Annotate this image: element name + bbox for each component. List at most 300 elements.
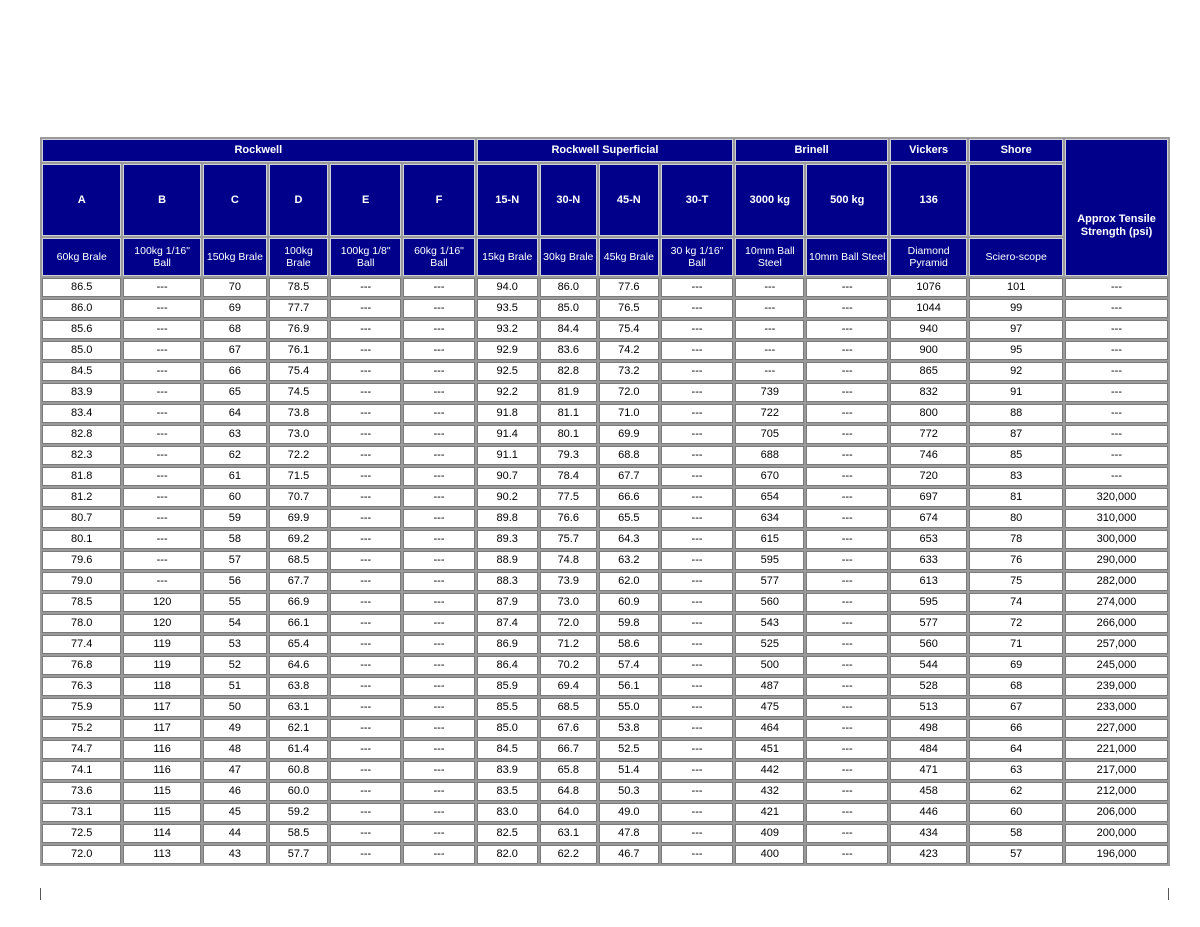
table-cell: 82.0 — [477, 845, 538, 864]
table-cell: --- — [806, 719, 887, 738]
table-cell: 471 — [890, 761, 967, 780]
table-cell: 71.5 — [269, 467, 328, 486]
table-row — [42, 404, 1168, 423]
table-cell: 53 — [203, 635, 267, 654]
table-cell: 59.2 — [269, 803, 328, 822]
table-cell: 88.9 — [477, 551, 538, 570]
table-cell: 73.8 — [269, 404, 328, 423]
table-cell: 47 — [203, 761, 267, 780]
table-cell: --- — [1065, 362, 1168, 381]
table-cell: --- — [403, 488, 474, 507]
table-cell: 432 — [735, 782, 804, 801]
table-cell: --- — [661, 404, 733, 423]
table-cell: 58.6 — [599, 635, 659, 654]
table-cell: --- — [806, 446, 887, 465]
table-cell: 200,000 — [1065, 824, 1168, 843]
table-cell: 69 — [203, 299, 267, 318]
group-header-row — [42, 139, 1168, 162]
table-cell: 84.4 — [540, 320, 597, 339]
table-cell: 60 — [969, 803, 1063, 822]
table-cell: 56 — [203, 572, 267, 591]
table-body — [42, 278, 1168, 864]
table-cell: 282,000 — [1065, 572, 1168, 591]
table-cell: 85 — [969, 446, 1063, 465]
table-cell: --- — [123, 383, 200, 402]
table-cell: 51.4 — [599, 761, 659, 780]
table-cell: 451 — [735, 740, 804, 759]
table-cell: 83.9 — [42, 383, 121, 402]
table-cell: --- — [661, 299, 733, 318]
table-cell: 87.4 — [477, 614, 538, 633]
table-cell: --- — [123, 362, 200, 381]
table-cell: 49 — [203, 719, 267, 738]
load-header: 10mm Ball Steel — [735, 238, 804, 276]
table-row — [42, 677, 1168, 696]
table-cell: 90.2 — [477, 488, 538, 507]
table-cell: --- — [661, 719, 733, 738]
table-cell: 82.8 — [540, 362, 597, 381]
table-cell: --- — [661, 761, 733, 780]
table-cell: 53.8 — [599, 719, 659, 738]
table-cell: --- — [735, 341, 804, 360]
table-cell: --- — [661, 530, 733, 549]
table-cell: 64.6 — [269, 656, 328, 675]
table-cell: 68 — [969, 677, 1063, 696]
table-cell: --- — [123, 404, 200, 423]
table-cell: --- — [403, 677, 474, 696]
table-cell: 61.4 — [269, 740, 328, 759]
table-cell: --- — [661, 698, 733, 717]
table-cell: --- — [735, 278, 804, 297]
table-cell: 48 — [203, 740, 267, 759]
table-cell: 76.6 — [540, 509, 597, 528]
table-cell: 528 — [890, 677, 967, 696]
table-cell: --- — [123, 551, 200, 570]
group-header-vickers: Vickers — [890, 139, 967, 162]
table-cell: 50.3 — [599, 782, 659, 801]
table-cell: 705 — [735, 425, 804, 444]
table-cell: 86.4 — [477, 656, 538, 675]
table-cell: 43 — [203, 845, 267, 864]
table-cell: 71.0 — [599, 404, 659, 423]
table-cell: 69.2 — [269, 530, 328, 549]
table-cell: 423 — [890, 845, 967, 864]
table-cell: 59 — [203, 509, 267, 528]
table-cell: --- — [806, 278, 887, 297]
table-row — [42, 383, 1168, 402]
table-cell: 82.8 — [42, 425, 121, 444]
table-cell: 217,000 — [1065, 761, 1168, 780]
table-cell: --- — [330, 572, 401, 591]
table-cell: 58 — [969, 824, 1063, 843]
table-cell: 1044 — [890, 299, 967, 318]
table-row — [42, 425, 1168, 444]
table-cell: 62 — [203, 446, 267, 465]
table-cell: --- — [403, 845, 474, 864]
table-cell: 233,000 — [1065, 698, 1168, 717]
table-cell: --- — [661, 845, 733, 864]
table-row — [42, 488, 1168, 507]
table-cell: --- — [403, 299, 474, 318]
table-cell: 77.5 — [540, 488, 597, 507]
table-cell: 51 — [203, 677, 267, 696]
table-cell: --- — [123, 425, 200, 444]
table-cell: 75.9 — [42, 698, 121, 717]
table-cell: 720 — [890, 467, 967, 486]
table-cell: 86.0 — [42, 299, 121, 318]
table-cell: --- — [330, 488, 401, 507]
table-row — [42, 656, 1168, 675]
table-cell: --- — [806, 845, 887, 864]
table-cell: 60.9 — [599, 593, 659, 612]
table-cell: --- — [1065, 425, 1168, 444]
table-row — [42, 824, 1168, 843]
table-cell: --- — [806, 635, 887, 654]
group-header-shore: Shore — [969, 139, 1063, 162]
table-cell: --- — [330, 530, 401, 549]
table-cell: 116 — [123, 740, 200, 759]
table-row — [42, 299, 1168, 318]
table-cell: --- — [806, 383, 887, 402]
table-cell: 52 — [203, 656, 267, 675]
table-cell: 82.5 — [477, 824, 538, 843]
table-cell: --- — [123, 278, 200, 297]
table-cell: 76.3 — [42, 677, 121, 696]
table-cell: --- — [806, 425, 887, 444]
table-cell: 64 — [969, 740, 1063, 759]
table-cell: 79.6 — [42, 551, 121, 570]
table-cell: 80.1 — [42, 530, 121, 549]
table-cell: 55.0 — [599, 698, 659, 717]
table-cell: 80.1 — [540, 425, 597, 444]
table-row — [42, 698, 1168, 717]
table-cell: 59.8 — [599, 614, 659, 633]
table-cell: 79.0 — [42, 572, 121, 591]
table-cell: 120 — [123, 614, 200, 633]
scale-header: 15-N — [477, 164, 538, 236]
table-cell: --- — [403, 362, 474, 381]
table-cell: 290,000 — [1065, 551, 1168, 570]
table-cell: --- — [403, 656, 474, 675]
table-cell: 257,000 — [1065, 635, 1168, 654]
table-cell: 120 — [123, 593, 200, 612]
table-cell: --- — [123, 446, 200, 465]
table-cell: 239,000 — [1065, 677, 1168, 696]
table-cell: 78.5 — [42, 593, 121, 612]
table-cell: 115 — [123, 782, 200, 801]
table-cell: --- — [123, 530, 200, 549]
table-cell: 76.9 — [269, 320, 328, 339]
table-cell: 85.9 — [477, 677, 538, 696]
load-header: 45kg Brale — [599, 238, 659, 276]
load-header: 150kg Brale — [203, 238, 267, 276]
table-cell: --- — [403, 467, 474, 486]
table-cell: --- — [1065, 446, 1168, 465]
scale-header-row — [42, 164, 1168, 236]
table-cell: --- — [330, 425, 401, 444]
table-cell: 92 — [969, 362, 1063, 381]
table-cell: 560 — [735, 593, 804, 612]
table-cell: 81.8 — [42, 467, 121, 486]
table-cell: 73.0 — [540, 593, 597, 612]
table-cell: 206,000 — [1065, 803, 1168, 822]
table-cell: 83.4 — [42, 404, 121, 423]
table-cell: 500 — [735, 656, 804, 675]
table-cell: 57.4 — [599, 656, 659, 675]
table-cell: 196,000 — [1065, 845, 1168, 864]
scale-header: D — [269, 164, 328, 236]
table-cell: --- — [330, 593, 401, 612]
table-cell: --- — [661, 278, 733, 297]
table-cell: 66.9 — [269, 593, 328, 612]
table-cell: --- — [806, 362, 887, 381]
table-cell: 74.7 — [42, 740, 121, 759]
table-cell: --- — [806, 488, 887, 507]
table-cell: 577 — [890, 614, 967, 633]
table-cell: 70 — [203, 278, 267, 297]
table-cell: 560 — [890, 635, 967, 654]
table-cell: 83.0 — [477, 803, 538, 822]
table-cell: --- — [403, 551, 474, 570]
table-cell: --- — [806, 551, 887, 570]
table-cell: --- — [1065, 383, 1168, 402]
table-cell: 61 — [203, 467, 267, 486]
table-cell: --- — [330, 803, 401, 822]
table-cell: 77.4 — [42, 635, 121, 654]
table-cell: 62.1 — [269, 719, 328, 738]
table-row — [42, 572, 1168, 591]
table-cell: 67 — [969, 698, 1063, 717]
table-cell: --- — [403, 572, 474, 591]
table-cell: --- — [403, 278, 474, 297]
table-cell: --- — [661, 824, 733, 843]
table-cell: 119 — [123, 635, 200, 654]
table-cell: --- — [1065, 404, 1168, 423]
table-cell: 92.2 — [477, 383, 538, 402]
table-cell: 116 — [123, 761, 200, 780]
load-header: 60kg 1/16" Ball — [403, 238, 474, 276]
table-cell: 77.7 — [269, 299, 328, 318]
table-cell: 118 — [123, 677, 200, 696]
table-cell: 73.0 — [269, 425, 328, 444]
table-cell: 57.7 — [269, 845, 328, 864]
table-cell: 76.5 — [599, 299, 659, 318]
table-cell: 81.9 — [540, 383, 597, 402]
table-cell: --- — [330, 299, 401, 318]
table-cell: --- — [806, 761, 887, 780]
table-cell: 65 — [203, 383, 267, 402]
table-cell: 72.0 — [42, 845, 121, 864]
table-cell: 653 — [890, 530, 967, 549]
table-cell: 89.3 — [477, 530, 538, 549]
load-header: Diamond Pyramid — [890, 238, 967, 276]
table-cell: --- — [806, 530, 887, 549]
table-cell: 86.5 — [42, 278, 121, 297]
table-cell: --- — [330, 320, 401, 339]
scale-header: C — [203, 164, 267, 236]
table-cell: --- — [330, 509, 401, 528]
table-row — [42, 551, 1168, 570]
table-cell: 72.0 — [599, 383, 659, 402]
scale-header: A — [42, 164, 121, 236]
table-cell: --- — [806, 824, 887, 843]
table-cell: 772 — [890, 425, 967, 444]
table-cell: --- — [661, 614, 733, 633]
table-cell: 86.9 — [477, 635, 538, 654]
table-cell: 58 — [203, 530, 267, 549]
table-cell: 60.0 — [269, 782, 328, 801]
table-cell: --- — [806, 404, 887, 423]
table-cell: 74.1 — [42, 761, 121, 780]
table-cell: --- — [330, 719, 401, 738]
table-cell: --- — [330, 845, 401, 864]
table-cell: 274,000 — [1065, 593, 1168, 612]
table-cell: 487 — [735, 677, 804, 696]
table-cell: --- — [330, 635, 401, 654]
table-cell: 674 — [890, 509, 967, 528]
table-cell: 421 — [735, 803, 804, 822]
table-cell: --- — [330, 467, 401, 486]
table-cell: --- — [806, 320, 887, 339]
table-cell: 71.2 — [540, 635, 597, 654]
table-cell: 85.0 — [477, 719, 538, 738]
table-cell: --- — [661, 803, 733, 822]
load-header: 30kg Brale — [540, 238, 597, 276]
tensile-strength-header: Approx Tensile Strength (psi) — [1065, 139, 1168, 276]
group-header-rockwell-superficial: Rockwell Superficial — [477, 139, 734, 162]
table-cell: 543 — [735, 614, 804, 633]
table-row — [42, 509, 1168, 528]
table-cell: --- — [330, 341, 401, 360]
table-cell: 73.1 — [42, 803, 121, 822]
table-cell: 65.4 — [269, 635, 328, 654]
table-cell: 63 — [203, 425, 267, 444]
table-cell: 64 — [203, 404, 267, 423]
table-cell: --- — [661, 551, 733, 570]
table-cell: --- — [806, 656, 887, 675]
table-cell: 95 — [969, 341, 1063, 360]
table-cell: 221,000 — [1065, 740, 1168, 759]
table-cell: 87 — [969, 425, 1063, 444]
table-cell: 74.5 — [269, 383, 328, 402]
table-cell: 60.8 — [269, 761, 328, 780]
table-cell: 62.2 — [540, 845, 597, 864]
table-cell: 83.5 — [477, 782, 538, 801]
group-header-brinell: Brinell — [735, 139, 888, 162]
table-cell: --- — [661, 572, 733, 591]
table-cell: 88 — [969, 404, 1063, 423]
table-cell: 83 — [969, 467, 1063, 486]
table-cell: --- — [735, 299, 804, 318]
table-cell: 92.5 — [477, 362, 538, 381]
table-cell: 69.9 — [599, 425, 659, 444]
scale-header: F — [403, 164, 474, 236]
table-row — [42, 446, 1168, 465]
table-cell: 44 — [203, 824, 267, 843]
table-cell: --- — [806, 593, 887, 612]
table-cell: 670 — [735, 467, 804, 486]
table-cell: 75.4 — [599, 320, 659, 339]
table-cell: 78.4 — [540, 467, 597, 486]
table-cell: --- — [661, 782, 733, 801]
load-header: 100kg 1/16" Ball — [123, 238, 200, 276]
table-cell: 57 — [969, 845, 1063, 864]
table-cell: 475 — [735, 698, 804, 717]
table-cell: 115 — [123, 803, 200, 822]
table-cell: --- — [735, 320, 804, 339]
table-cell: 79.3 — [540, 446, 597, 465]
group-header-rockwell: Rockwell — [42, 139, 475, 162]
table-cell: 75 — [969, 572, 1063, 591]
table-cell: 99 — [969, 299, 1063, 318]
table-cell: --- — [806, 614, 887, 633]
table-cell: 633 — [890, 551, 967, 570]
table-cell: 92.9 — [477, 341, 538, 360]
table-cell: 266,000 — [1065, 614, 1168, 633]
table-cell: 78 — [969, 530, 1063, 549]
table-cell: --- — [403, 530, 474, 549]
scale-header: 136 — [890, 164, 967, 236]
table-cell: 76.1 — [269, 341, 328, 360]
table-cell: 60 — [203, 488, 267, 507]
table-cell: 800 — [890, 404, 967, 423]
table-cell: 91 — [969, 383, 1063, 402]
table-cell: --- — [403, 446, 474, 465]
table-cell: 525 — [735, 635, 804, 654]
table-cell: 68 — [203, 320, 267, 339]
table-cell: --- — [806, 677, 887, 696]
table-cell: 65.8 — [540, 761, 597, 780]
table-cell: --- — [403, 761, 474, 780]
table-cell: 47.8 — [599, 824, 659, 843]
table-cell: 68.5 — [269, 551, 328, 570]
table-row — [42, 593, 1168, 612]
table-cell: 119 — [123, 656, 200, 675]
table-cell: 75.4 — [269, 362, 328, 381]
table-cell: --- — [330, 278, 401, 297]
table-cell: 46 — [203, 782, 267, 801]
table-row — [42, 782, 1168, 801]
table-cell: --- — [661, 362, 733, 381]
load-header: 30 kg 1/16" Ball — [661, 238, 733, 276]
table-cell: --- — [806, 782, 887, 801]
load-header: 10mm Ball Steel — [806, 238, 887, 276]
table-cell: 227,000 — [1065, 719, 1168, 738]
table-cell: 70.2 — [540, 656, 597, 675]
table-cell: 400 — [735, 845, 804, 864]
table-cell: --- — [403, 635, 474, 654]
scale-header — [969, 164, 1063, 236]
table-cell: 1076 — [890, 278, 967, 297]
table-row — [42, 362, 1168, 381]
table-row — [42, 614, 1168, 633]
table-cell: 55 — [203, 593, 267, 612]
table-cell: --- — [661, 320, 733, 339]
table-cell: 595 — [890, 593, 967, 612]
table-cell: --- — [661, 425, 733, 444]
table-cell: 62 — [969, 782, 1063, 801]
table-row — [42, 845, 1168, 864]
table-cell: --- — [403, 740, 474, 759]
table-cell: 484 — [890, 740, 967, 759]
table-cell: 63 — [969, 761, 1063, 780]
table-cell: 85.6 — [42, 320, 121, 339]
scale-header: 500 kg — [806, 164, 887, 236]
table-cell: 62.0 — [599, 572, 659, 591]
table-row — [42, 278, 1168, 297]
table-cell: 722 — [735, 404, 804, 423]
table-cell: --- — [123, 341, 200, 360]
